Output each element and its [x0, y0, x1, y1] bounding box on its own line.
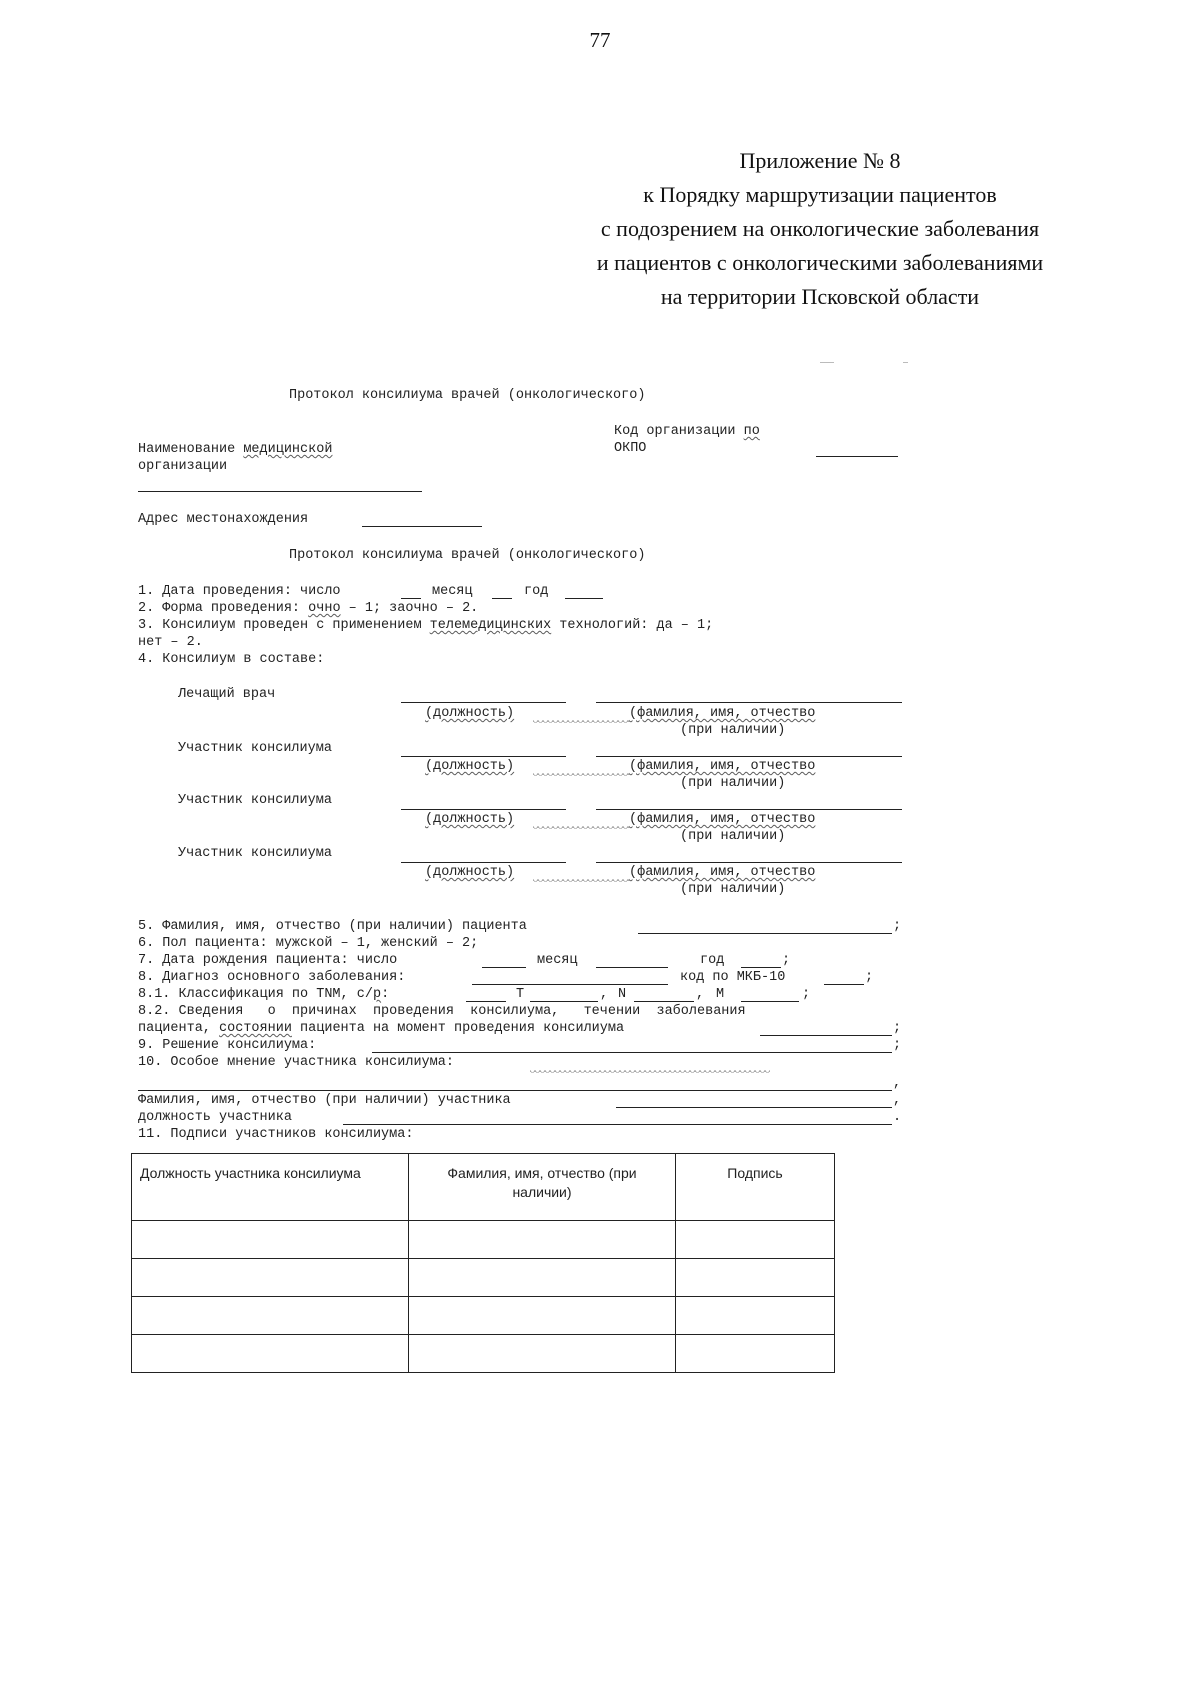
item-3-telemedicine-2: нет – 2. [138, 635, 203, 650]
hint-fio-2: (при наличии) [680, 882, 786, 897]
birth-year-field[interactable] [741, 967, 781, 968]
item-8-2-reasons-2: пациента, состоянии пациента на момент проведения консилиума [138, 1021, 625, 1036]
year-field[interactable] [565, 598, 603, 599]
tnm-t-field[interactable] [530, 1001, 598, 1002]
okpo-label-2: ОКПО [614, 441, 647, 456]
cell-position[interactable] [132, 1297, 409, 1335]
tnm-n-field[interactable] [634, 1001, 694, 1002]
decision-field[interactable] [372, 1052, 892, 1053]
comma: , [893, 1076, 902, 1091]
semicolon: ; [893, 1038, 902, 1053]
participant-fio-field[interactable] [616, 1107, 892, 1108]
semicolon: ; [893, 919, 902, 934]
tnm-class-field[interactable] [466, 1001, 506, 1002]
org-name-label-2: организации [138, 459, 228, 474]
item-1-year-label: год [524, 584, 549, 599]
item-3-telemedicine: 3. Консилиум проведен с применением телемедицинских технологий: да – 1; [138, 618, 714, 633]
cell-fio[interactable] [409, 1297, 676, 1335]
item-7-year-label: год [700, 953, 725, 968]
item-7-month-label: месяц [537, 953, 578, 968]
table-row [132, 1221, 835, 1259]
table-header-row [132, 1154, 835, 1221]
hint-fio: (фамилия, имя, отчество [629, 706, 816, 721]
diagnosis-field[interactable] [472, 984, 668, 985]
item-8-1-tnm: 8.1. Классификация по TNM, с/р: [138, 987, 390, 1002]
item-1-date: 1. Дата проведения: число [138, 584, 341, 599]
special-opinion-field[interactable] [138, 1090, 892, 1091]
tnm-m-label: M [716, 987, 725, 1002]
item-8-2-reasons: 8.2. Сведения о причинах проведения консилиума, течении заболевания [138, 1004, 746, 1019]
appendix-header [560, 144, 1080, 314]
appendix-line-4: и пациентов с онкологическими заболеваниями [596, 250, 1044, 275]
cell-signature[interactable] [676, 1297, 835, 1335]
member-position-field[interactable] [401, 862, 566, 863]
item-6-sex: 6. Пол пациента: мужской – 1, женский – 2; [138, 936, 479, 951]
patient-fio-field[interactable] [638, 933, 892, 934]
birth-month-field[interactable] [596, 967, 668, 968]
item-8-diagnosis: 8. Диагноз основного заболевания: [138, 970, 406, 985]
item-2-form: 2. Форма проведения: очно – 1; заочно – 2. [138, 601, 479, 616]
page-number: 77 [589, 28, 611, 52]
tnm-t-label: T [516, 987, 525, 1002]
okpo-label: Код организации по [614, 424, 760, 439]
member-role: Лечащий врач [178, 687, 276, 702]
hint-fio: (фамилия, имя, отчество [629, 812, 816, 827]
okpo-field[interactable] [816, 456, 898, 457]
appendix-line-2: к Порядку маршрутизации пациентов [643, 182, 997, 207]
wavy-underline [533, 826, 629, 831]
wavy-underline [533, 773, 629, 778]
member-fio-field[interactable] [596, 756, 902, 757]
member-position-field[interactable] [401, 809, 566, 810]
cell-position[interactable] [132, 1259, 409, 1297]
hint-fio-2: (при наличии) [680, 723, 786, 738]
cell-signature[interactable] [676, 1221, 835, 1259]
scan-artifact [820, 362, 834, 363]
cell-position[interactable] [132, 1335, 409, 1373]
protocol-title-repeat: Протокол консилиума врачей (онкологического) [289, 548, 646, 563]
semicolon: ; [893, 1021, 902, 1036]
semicolon: ; [865, 970, 874, 985]
member-position-field[interactable] [401, 756, 566, 757]
hint-position: (должность) [425, 759, 515, 774]
scan-artifact [903, 362, 908, 363]
wavy-underline [530, 1070, 770, 1075]
cell-position[interactable] [132, 1221, 409, 1259]
appendix-line-5: на территории Псковской области [660, 284, 980, 309]
reasons-field[interactable] [760, 1035, 892, 1036]
member-fio-field[interactable] [596, 809, 902, 810]
icd10-field[interactable] [824, 984, 864, 985]
header-fio: Фамилия, имя, отчество (при наличии) [409, 1154, 676, 1221]
cell-signature[interactable] [676, 1259, 835, 1297]
participant-fio-label: Фамилия, имя, отчество (при наличии) участника [138, 1093, 511, 1108]
period: . [893, 1110, 902, 1125]
member-role: Участник консилиума [178, 793, 332, 808]
participant-position-field[interactable] [343, 1124, 892, 1125]
address-field[interactable] [362, 526, 482, 527]
comma: , [893, 1093, 902, 1108]
day-field[interactable] [401, 598, 421, 599]
semicolon: ; [782, 953, 791, 968]
comma: , [600, 987, 609, 1002]
member-fio-field[interactable] [596, 702, 902, 703]
member-position-field[interactable] [401, 702, 566, 703]
cell-fio[interactable] [409, 1259, 676, 1297]
hint-position: (должность) [425, 812, 515, 827]
signature-table [131, 1153, 835, 1373]
wavy-underline [533, 720, 629, 725]
icd10-label: код по МКБ-10 [680, 970, 786, 985]
table-row [132, 1297, 835, 1335]
comma: , [696, 987, 705, 1002]
tnm-n-label: N [618, 987, 627, 1002]
appendix-line-1: Приложение № 8 [739, 148, 901, 173]
birth-day-field[interactable] [482, 967, 526, 968]
hint-position: (должность) [425, 706, 515, 721]
tnm-m-field[interactable] [741, 1001, 799, 1002]
item-5-patient-fio: 5. Фамилия, имя, отчество (при наличии) пациента [138, 919, 527, 934]
hint-fio: (фамилия, имя, отчество [629, 759, 816, 774]
cell-signature[interactable] [676, 1335, 835, 1373]
header-signature: Подпись [676, 1154, 835, 1221]
hint-fio-2: (при наличии) [680, 776, 786, 791]
address-label: Адрес местонахождения [138, 512, 309, 527]
member-role: Участник консилиума [178, 741, 332, 756]
item-7-birthdate: 7. Дата рождения пациента: число [138, 953, 398, 968]
member-fio-field[interactable] [596, 862, 902, 863]
semicolon: ; [802, 987, 811, 1002]
month-field[interactable] [492, 598, 512, 599]
appendix-line-3: с подозрением на онкологические заболевания [600, 216, 1040, 241]
item-11-signatures: 11. Подписи участников консилиума: [138, 1127, 414, 1142]
item-1-month-label: месяц [432, 584, 473, 599]
header-position: Должность участника консилиума [132, 1154, 409, 1221]
org-name-label: Наименование медицинской [138, 442, 333, 457]
org-name-field[interactable] [138, 491, 422, 492]
cell-fio[interactable] [409, 1221, 676, 1259]
hint-fio-2: (при наличии) [680, 829, 786, 844]
table-row [132, 1259, 835, 1297]
cell-fio[interactable] [409, 1335, 676, 1373]
participant-position-label: должность участника [138, 1110, 292, 1125]
hint-position: (должность) [425, 865, 515, 880]
item-4-composition: 4. Консилиум в составе: [138, 652, 325, 667]
item-10-special-opinion: 10. Особое мнение участника консилиума: [138, 1055, 454, 1070]
hint-fio: (фамилия, имя, отчество [629, 865, 816, 880]
protocol-title: Протокол консилиума врачей (онкологического) [289, 388, 646, 403]
member-role: Участник консилиума [178, 846, 332, 861]
item-9-decision: 9. Решение консилиума: [138, 1038, 317, 1053]
wavy-underline [533, 879, 629, 884]
table-row [132, 1335, 835, 1373]
